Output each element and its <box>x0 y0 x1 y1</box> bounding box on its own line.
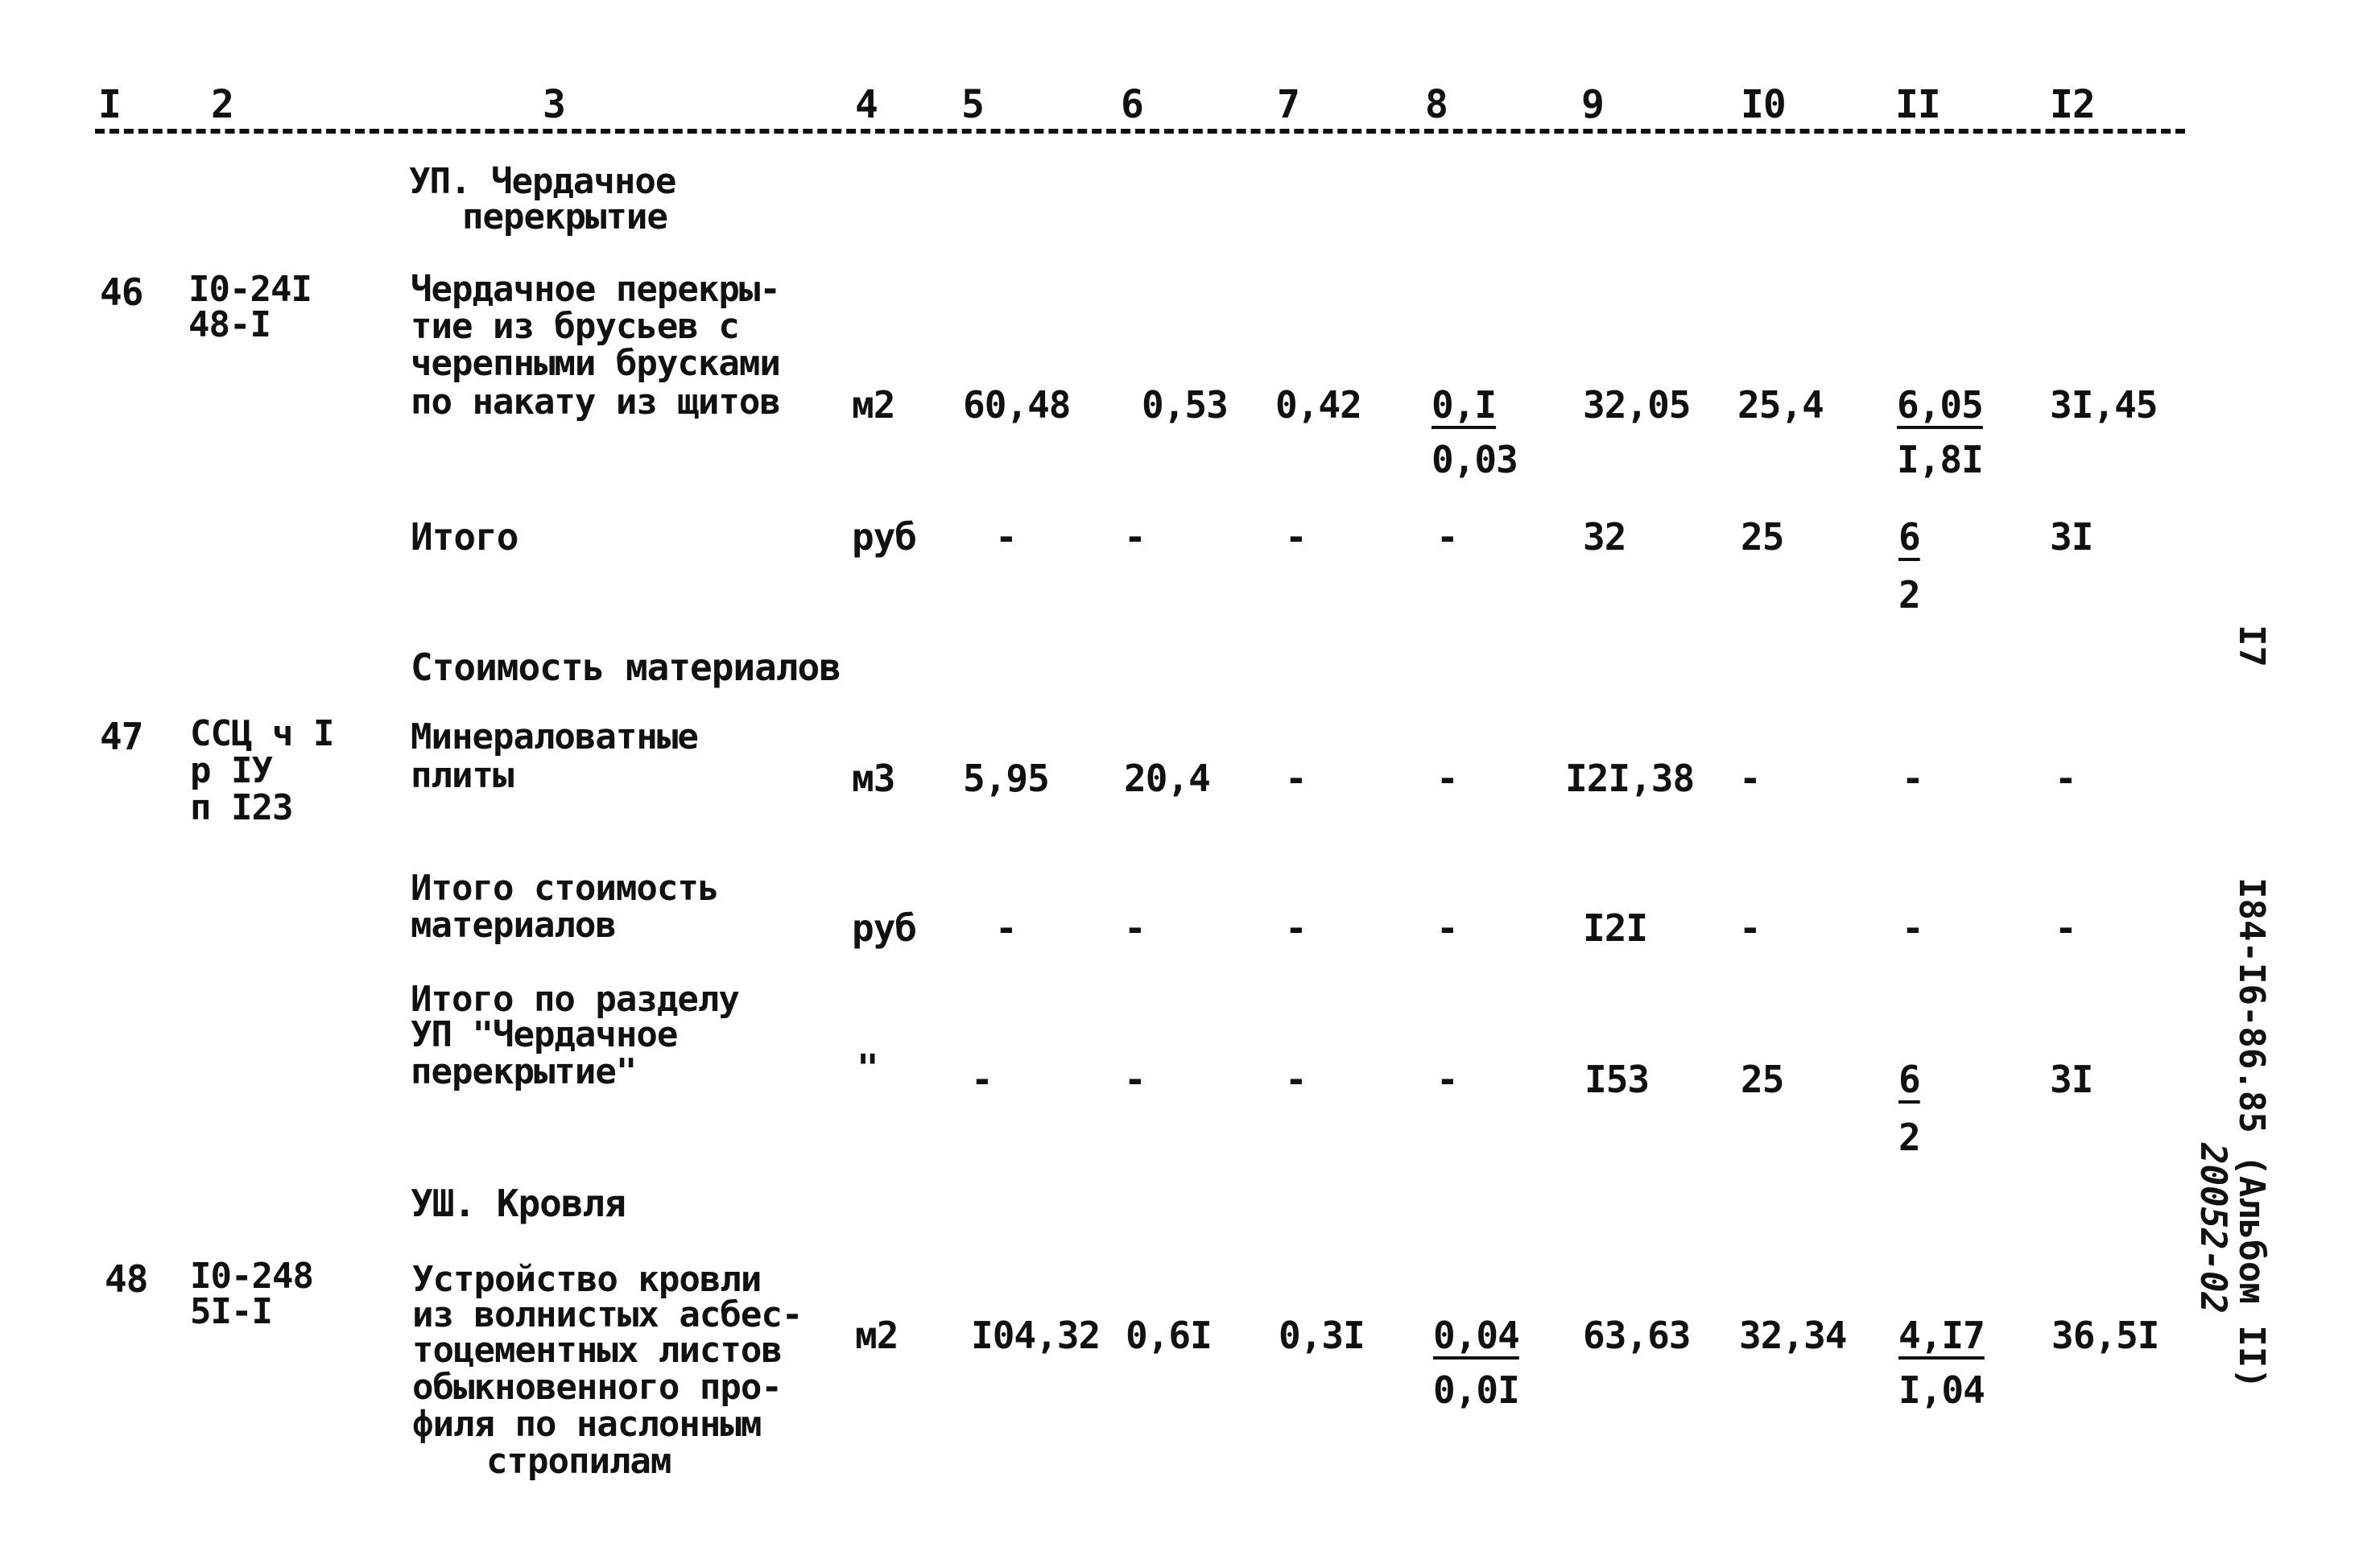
col-11-denominator: I,04 <box>1898 1368 1985 1412</box>
col-7-value: - <box>1285 1058 1307 1101</box>
unit: м3 <box>852 757 895 800</box>
norm-code-line-1: I0-248 <box>190 1256 313 1297</box>
unit: м2 <box>852 383 895 427</box>
col-10-value: 25 <box>1741 1058 1784 1101</box>
col-12-value: 3I <box>2050 515 2093 559</box>
inventory-number: 20052-02 <box>2192 1143 2233 1314</box>
col-9-value: 32 <box>1583 515 1626 559</box>
norm-code-line-1: ССЦ ч I <box>190 713 334 754</box>
col-5-value: 5,95 <box>963 757 1049 800</box>
section-7-title-line-1: УП. Чердачное <box>409 161 676 202</box>
col-11-denominator: 2 <box>1898 573 1920 617</box>
work-name-line-3: тоцементных листов <box>412 1330 782 1371</box>
unit: м2 <box>855 1314 899 1357</box>
unit: руб <box>852 515 917 559</box>
work-name-line-5: филя по наслонным <box>412 1404 762 1445</box>
work-name-line-4: обыкновенного про- <box>412 1367 782 1408</box>
col-8-value: - <box>1436 757 1458 800</box>
work-name-line-6: стропилам <box>486 1441 671 1482</box>
work-name-line-1: Чердачное перекры- <box>411 269 780 310</box>
col-11-numerator: 4,I7 <box>1898 1314 1985 1357</box>
header-rule <box>95 129 2185 134</box>
col-8-denominator: 0,0I <box>1433 1368 1519 1412</box>
col-6-value: 0,53 <box>1142 383 1228 427</box>
col-5-value: - <box>971 1058 993 1101</box>
row-label-line-2: материалов <box>411 905 616 946</box>
col-header-2: 2 <box>211 82 233 127</box>
page-number: I7 <box>2231 625 2272 667</box>
col-8-value: - <box>1436 1058 1458 1101</box>
col-header-3: 3 <box>543 82 565 127</box>
col-12-value: 36,5I <box>2051 1314 2159 1357</box>
col-11-value: - <box>1902 906 1923 950</box>
col-12-value: - <box>2055 757 2076 800</box>
col-6-value: - <box>1124 906 1146 950</box>
col-header-12: I2 <box>2050 82 2095 127</box>
col-8-numerator: 0,I <box>1432 383 1497 427</box>
work-name-line-2: тие из брусьев с <box>411 306 739 347</box>
unit-ditto-mark: " <box>857 1046 878 1090</box>
col-10-value: 25,4 <box>1737 383 1824 427</box>
row-label-line-3: перекрытие" <box>411 1051 637 1092</box>
col-header-5: 5 <box>961 82 984 127</box>
col-10-value: - <box>1739 906 1761 950</box>
col-6-value: - <box>1124 515 1146 559</box>
work-name-line-3: черепными брусками <box>411 343 780 384</box>
col-header-6: 6 <box>1121 82 1143 127</box>
col-9-value: 32,05 <box>1583 383 1691 427</box>
col-9-value: I53 <box>1584 1058 1650 1101</box>
col-header-7: 7 <box>1277 82 1299 127</box>
materials-section-title: Стоимость материалов <box>411 646 841 689</box>
row-number: 47 <box>100 715 143 758</box>
col-6-value: 0,6I <box>1126 1314 1212 1357</box>
col-10-value: - <box>1739 757 1761 800</box>
row-label-line-1: Итого по разделу <box>411 979 739 1020</box>
unit: руб <box>852 906 917 950</box>
work-name-line-2: из волнистых асбес- <box>412 1294 803 1335</box>
work-name-line-1: Минераловатные <box>411 716 698 757</box>
col-11-denominator: I,8I <box>1897 438 1983 481</box>
col-header-8: 8 <box>1425 82 1448 127</box>
col-11-numerator: 6 <box>1898 515 1920 559</box>
col-5-value: I04,32 <box>971 1314 1101 1357</box>
col-header-9: 9 <box>1581 82 1604 127</box>
col-8-value: - <box>1436 906 1458 950</box>
row-number: 48 <box>105 1257 148 1301</box>
col-7-value: - <box>1285 906 1307 950</box>
col-5-value: 60,48 <box>963 383 1071 427</box>
work-name-line-2: плиты <box>411 755 514 796</box>
document-code: I84-I6-86.85 (Альбом II) <box>2231 877 2272 1389</box>
work-name-line-4: по накату из щитов <box>411 382 780 423</box>
col-11-denominator: 2 <box>1898 1116 1920 1159</box>
norm-code-line-2: 5I-I <box>190 1291 272 1332</box>
col-12-value: - <box>2055 906 2076 950</box>
col-header-1: I <box>98 82 121 127</box>
section-8-title: УШ. Кровля <box>411 1182 626 1225</box>
col-6-value: - <box>1124 1058 1146 1101</box>
col-header-4: 4 <box>855 82 878 127</box>
norm-code-line-2: 48-I <box>188 304 271 345</box>
col-7-value: - <box>1285 757 1307 800</box>
col-7-value: - <box>1285 515 1307 559</box>
row-label: Итого <box>411 515 518 559</box>
col-11-numerator: 6,05 <box>1897 383 1983 427</box>
row-number: 46 <box>100 270 143 314</box>
col-7-value: 0,42 <box>1275 383 1361 427</box>
norm-code-line-2: р IУ <box>190 750 272 791</box>
norm-code-line-3: п I23 <box>190 787 293 828</box>
col-9-value: I2I <box>1583 906 1648 950</box>
col-5-value: - <box>995 906 1017 950</box>
row-label-line-2: УП "Чердачное <box>411 1014 678 1055</box>
col-header-11: II <box>1895 82 1940 127</box>
norm-code-line-1: I0-24I <box>188 269 312 310</box>
col-5-value: - <box>995 515 1017 559</box>
col-8-value: - <box>1436 515 1458 559</box>
col-6-value: 20,4 <box>1124 757 1210 800</box>
col-7-value: 0,3I <box>1279 1314 1365 1357</box>
row-label-line-1: Итого стоимость <box>411 868 719 909</box>
col-8-denominator: 0,03 <box>1432 438 1518 481</box>
col-10-value: 32,34 <box>1739 1314 1847 1357</box>
col-11-numerator: 6 <box>1898 1058 1920 1101</box>
col-header-10: I0 <box>1741 82 1786 127</box>
col-9-value: 63,63 <box>1583 1314 1691 1357</box>
col-12-value: 3I <box>2050 1058 2093 1101</box>
col-8-numerator: 0,04 <box>1433 1314 1519 1357</box>
col-11-value: - <box>1902 757 1923 800</box>
work-name-line-1: Устройство кровли <box>412 1259 762 1300</box>
col-9-value: I2I,38 <box>1565 757 1695 800</box>
section-7-title-line-2: перекрытие <box>462 196 667 237</box>
col-10-value: 25 <box>1741 515 1784 559</box>
col-12-value: 3I,45 <box>2050 383 2158 427</box>
